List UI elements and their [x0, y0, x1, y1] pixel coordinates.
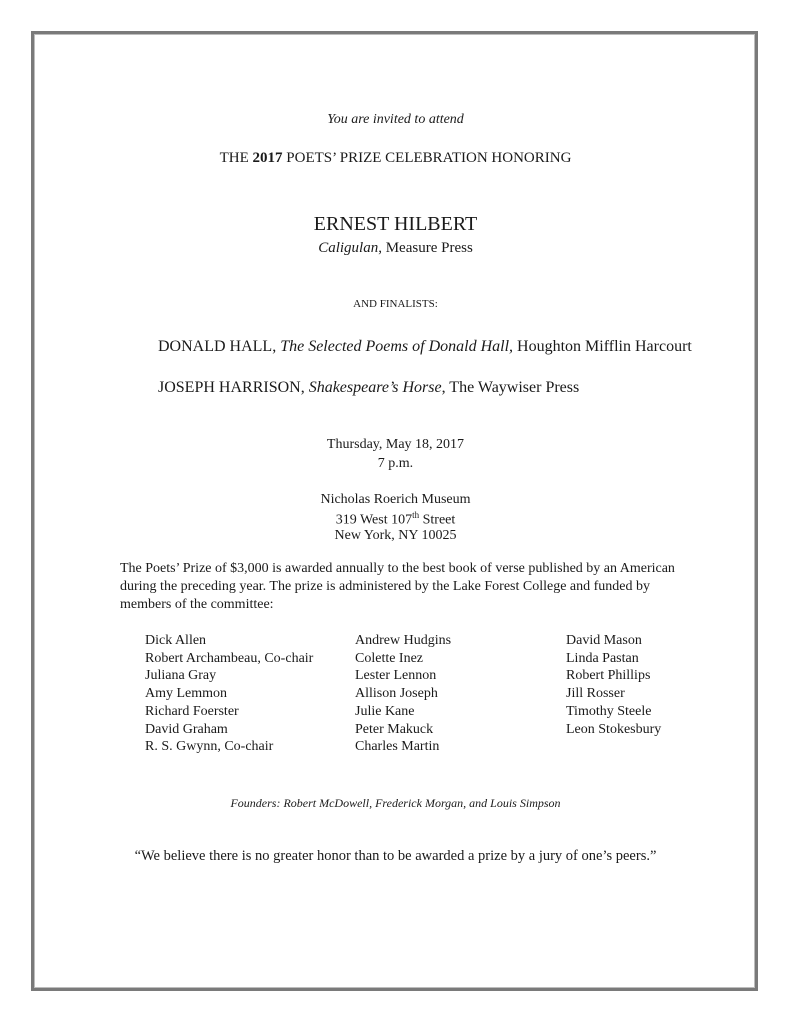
celebration-prefix: THE: [219, 150, 253, 166]
finalist-book-title: Shakespeare’s Horse: [308, 379, 442, 396]
finalists-heading: AND FINALISTS:: [353, 298, 438, 310]
committee-member: Andrew Hudgins: [355, 633, 452, 648]
street-suffix: Street: [419, 512, 456, 528]
event-date: Thursday, May 18, 2017: [326, 437, 465, 452]
committee-member: Amy Lemmon: [145, 686, 228, 702]
finalist-publisher: Houghton Mifflin Harcourt: [513, 338, 692, 355]
invitation-intro: You are invited to attend: [327, 112, 464, 127]
finalist-publisher: , The Waywiser Press: [441, 379, 580, 396]
winner-book-line: [0, 240, 791, 257]
celebration-year: 2017: [252, 150, 283, 166]
committee-member: Leon Stokesbury: [566, 721, 662, 737]
finalist-name: JOSEPH HARRISON,: [158, 379, 309, 396]
committee-member: Allison Joseph: [355, 686, 438, 702]
finalist-name: DONALD HALL,: [158, 338, 281, 355]
street-ordinal: th: [412, 510, 420, 520]
event-street: [0, 510, 791, 529]
founders-line: Founders: Robert McDowell, Frederick Morgan, and Louis Simpson: [230, 796, 561, 810]
finalist-book-title: The Selected Poems of Donald Hall,: [280, 338, 514, 355]
committee-column: [566, 632, 661, 738]
committee-column: [355, 632, 451, 756]
finalist-entry: [158, 379, 579, 397]
committee-column: [145, 632, 313, 756]
committee-member: Richard Foerster: [145, 703, 239, 719]
committee-member: Robert Archambeau, Co-chair: [145, 650, 314, 666]
committee-member: Lester Lennon: [355, 668, 437, 684]
event-venue: Nicholas Roerich Museum: [320, 492, 471, 507]
celebration-suffix: POETS’ PRIZE CELEBRATION HONORING: [282, 150, 572, 166]
committee-member: David Mason: [566, 633, 642, 648]
committee-member: Jill Rosser: [566, 686, 625, 702]
finalist-entry: [158, 338, 692, 356]
closing-quote: “We believe there is no greater honor than to be awarded a prize by a jury of one’s peers.”: [134, 848, 657, 864]
event-time: 7 p.m.: [377, 456, 414, 471]
committee-member: Colette Inez: [355, 650, 424, 666]
street-number: 319 West 107: [335, 512, 413, 528]
committee-member: David Graham: [145, 721, 228, 737]
committee-member: Julie Kane: [355, 703, 415, 719]
winner-publisher: , Measure Press: [378, 240, 473, 256]
committee-member: Juliana Gray: [145, 668, 217, 684]
celebration-heading: [0, 150, 791, 167]
committee-member: Charles Martin: [355, 739, 440, 755]
committee-member: Peter Makuck: [355, 721, 434, 737]
committee-member: Timothy Steele: [566, 703, 652, 719]
winner-name: ERNEST HILBERT: [313, 213, 478, 235]
committee-member: Robert Phillips: [566, 668, 651, 684]
committee-member: Dick Allen: [145, 633, 207, 648]
prize-description: The Poets’ Prize of $3,000 is awarded annually to the best book of verse published by an American during the preceding year. The prize is administered by the Lake Forest College and funded by members of the committee:: [120, 561, 675, 612]
committee-member: Linda Pastan: [566, 650, 639, 666]
winner-book-title: Caligulan: [318, 240, 379, 256]
event-city: New York, NY 10025: [334, 528, 457, 543]
committee-member: R. S. Gwynn, Co-chair: [145, 739, 274, 755]
